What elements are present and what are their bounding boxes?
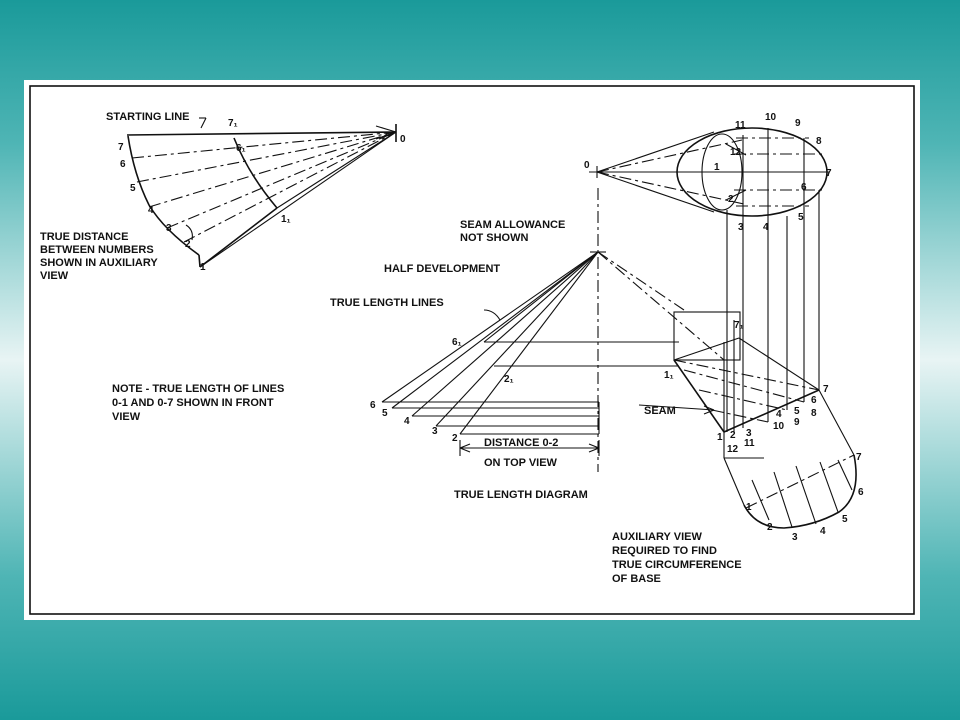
front-label-6: 6 <box>811 395 817 406</box>
top-label-5: 5 <box>798 212 804 223</box>
front-view-sketch <box>639 190 819 458</box>
dev-label-5: 5 <box>130 183 136 194</box>
front-label-10: 10 <box>773 421 785 432</box>
top-view-sketch <box>589 128 829 216</box>
true-distance-label-line-2: BETWEEN NUMBERS <box>40 244 154 256</box>
top-label-7: 7 <box>826 168 832 179</box>
top-label-8: 8 <box>816 136 822 147</box>
true-length-diagram-label: TRUE LENGTH DIAGRAM <box>454 489 588 501</box>
dev-label-6: 6 <box>120 159 126 170</box>
slide-frame <box>24 80 920 620</box>
aux-label-1: 1 <box>746 502 752 513</box>
note-line-2: 0-1 AND 0-7 SHOWN IN FRONT <box>112 397 274 409</box>
half-development-label: HALF DEVELOPMENT <box>384 263 501 275</box>
dev-label-2: 2 <box>185 239 191 250</box>
tl-label-6: 6 <box>370 400 376 411</box>
front-label-8: 8 <box>811 408 817 419</box>
front-label-9: 9 <box>794 417 800 428</box>
top-label-2: 2 <box>728 194 734 205</box>
top-label-0: 0 <box>584 160 590 171</box>
dev-label-4: 4 <box>148 205 154 216</box>
distance-label: DISTANCE 0-2 <box>484 437 559 449</box>
drawing-border <box>30 86 914 614</box>
seam-allowance-label-line-2: NOT SHOWN <box>460 232 529 244</box>
auxiliary-label-line-3: TRUE CIRCUMFERENCE <box>612 559 742 571</box>
front-label-1-1: 1₁ <box>664 370 674 381</box>
true-distance-label-line-3: SHOWN IN AUXILIARY <box>40 257 158 269</box>
auxiliary-label-line-4: OF BASE <box>612 573 661 585</box>
half-development-sketch <box>127 118 396 267</box>
front-label-3: 3 <box>746 428 752 439</box>
seam-allowance-label-line-1: SEAM ALLOWANCE <box>460 219 566 231</box>
front-label-4: 4 <box>776 409 782 420</box>
aux-label-4: 4 <box>820 526 826 537</box>
front-label-5: 5 <box>794 406 800 417</box>
tl-label-6-1: 6₁ <box>452 337 462 348</box>
dev-label-0: 0 <box>400 134 406 145</box>
note-line-1: NOTE - TRUE LENGTH OF LINES <box>112 383 285 395</box>
front-label-2: 2 <box>730 430 736 441</box>
aux-label-6: 6 <box>858 487 864 498</box>
dev-label-7: 7 <box>118 142 124 153</box>
front-label-11: 11 <box>744 438 755 449</box>
tl-label-2-1: 2₁ <box>504 374 514 385</box>
front-label-7-1: 7₁ <box>734 320 744 331</box>
tl-label-4: 4 <box>404 416 410 427</box>
development-drawing <box>24 80 920 620</box>
top-label-4: 4 <box>763 222 769 233</box>
seam-label: SEAM <box>644 405 676 417</box>
front-label-12: 12 <box>727 444 739 455</box>
auxiliary-label-line-2: REQUIRED TO FIND <box>612 545 717 557</box>
front-label-1: 1 <box>717 432 723 443</box>
tl-label-2: 2 <box>452 433 458 444</box>
aux-label-5: 5 <box>842 514 848 525</box>
tl-label-3: 3 <box>432 426 438 437</box>
top-label-9: 9 <box>795 118 801 129</box>
top-label-3: 3 <box>738 222 744 233</box>
dev-label-7-1: 7₁ <box>228 118 238 129</box>
dev-label-3: 3 <box>166 223 172 234</box>
auxiliary-label-line-1: AUXILIARY VIEW <box>612 531 702 543</box>
top-label-6: 6 <box>801 182 807 193</box>
front-label-7: 7 <box>823 384 829 395</box>
aux-label-3: 3 <box>792 532 798 543</box>
dev-label-6-1: 6₁ <box>236 143 246 154</box>
starting-line-label: STARTING LINE <box>106 111 190 123</box>
top-label-12: 12 <box>730 147 742 158</box>
aux-label-2: 2 <box>767 522 773 533</box>
top-label-10: 10 <box>765 112 777 123</box>
tl-label-5: 5 <box>382 408 388 419</box>
top-label-1: 1 <box>714 162 720 173</box>
dev-label-1: 1 <box>200 262 206 273</box>
aux-label-7: 7 <box>856 452 862 463</box>
on-top-view-label: ON TOP VIEW <box>484 457 557 469</box>
auxiliary-view-sketch <box>724 390 856 528</box>
true-distance-label-line-4: VIEW <box>40 270 69 282</box>
true-length-lines-label: TRUE LENGTH LINES <box>330 297 444 309</box>
top-label-11: 11 <box>735 120 746 131</box>
dev-label-1-1: 1₁ <box>281 214 291 225</box>
true-distance-label-line-1: TRUE DISTANCE <box>40 231 129 243</box>
note-line-3: VIEW <box>112 411 141 423</box>
